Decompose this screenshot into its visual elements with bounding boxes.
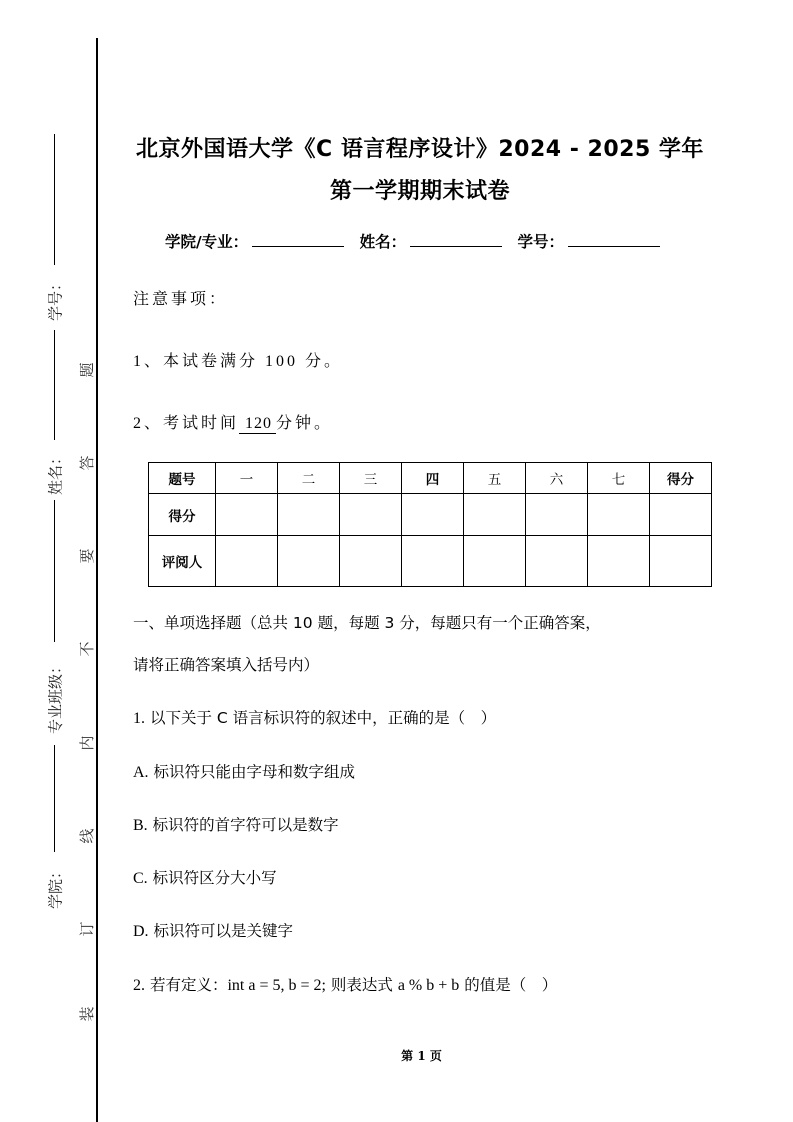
note-item-2-prefix: 2、考试时间 (133, 415, 240, 432)
section1-heading-line2: 请将正确答案填入括号内） (133, 656, 320, 674)
question-number: 1. (133, 710, 145, 727)
seal-char: 要 (78, 548, 96, 564)
score-table-header-row (149, 463, 712, 494)
option-c[interactable] (133, 866, 277, 888)
question-expression: a % b + b (397, 977, 460, 994)
option-text: 标识符的首字符可以是数字 (152, 816, 339, 834)
major-class-line (54, 745, 55, 852)
question-2 (133, 973, 557, 995)
header-cell: 七 (588, 463, 650, 494)
seal-char: 装 (78, 1006, 96, 1022)
table-row (149, 494, 712, 536)
question-code: int a = 5, b = 2; (227, 977, 326, 994)
header-cell: 六 (526, 463, 588, 494)
option-text: 标识符可以是关键字 (153, 922, 294, 940)
question-text-mid: 则表达式 (330, 976, 393, 994)
section1-heading-line1: 一、单项选择题（总共 10 题，每题 3 分，每题只有一个正确答案， (133, 614, 601, 632)
notes-heading: 注意事项： (133, 291, 229, 308)
question-text-suffix: 的值是（ ） (464, 976, 558, 994)
score-cell[interactable] (464, 494, 526, 536)
option-a[interactable] (133, 760, 355, 782)
note-item-2-suffix: 分钟。 (276, 415, 334, 432)
option-letter: C. (133, 870, 148, 887)
option-letter: D. (133, 923, 149, 940)
score-cell[interactable] (588, 494, 650, 536)
name-line (54, 500, 55, 642)
row-label: 得分 (149, 494, 216, 536)
grader-cell[interactable] (464, 536, 526, 587)
seal-char: 内 (78, 735, 96, 751)
table-row (149, 536, 712, 587)
score-cell[interactable] (278, 494, 340, 536)
question-number: 2. (133, 977, 145, 994)
note-item-2 (133, 410, 333, 434)
major-class-label: 专业班级： (46, 659, 65, 735)
option-letter: B. (133, 817, 148, 834)
grader-cell[interactable] (402, 536, 464, 587)
score-cell[interactable] (526, 494, 588, 536)
seal-char: 答 (78, 455, 96, 471)
header-cell: 四 (402, 463, 464, 494)
score-cell[interactable] (650, 494, 712, 536)
grader-cell[interactable] (650, 536, 712, 587)
college-label: 学院： (46, 864, 65, 910)
seal-char: 线 (78, 828, 96, 844)
seal-char: 题 (78, 362, 96, 378)
exam-title-line2: 第一学期期末试卷 (329, 179, 510, 204)
option-d[interactable] (133, 919, 293, 941)
grader-cell[interactable] (588, 536, 650, 587)
grader-cell[interactable] (278, 536, 340, 587)
exam-title-line1: 北京外国语大学《C 语言程序设计》2024 - 2025 学年 (136, 137, 704, 162)
grader-cell[interactable] (526, 536, 588, 587)
student-id-line-lower (54, 330, 55, 440)
page-number: 第 1 页 (401, 1049, 442, 1063)
header-cell: 得分 (650, 463, 712, 494)
exam-duration-value: 120 (239, 415, 276, 434)
info-label-name: 姓名： (359, 233, 407, 251)
info-label-student-id: 学号： (517, 233, 565, 251)
seal-char: 不 (78, 641, 96, 657)
student-info-row (165, 230, 670, 252)
header-cell: 题号 (149, 463, 216, 494)
student-id-line-upper (54, 134, 55, 265)
college-major-field[interactable] (252, 232, 344, 247)
header-cell: 三 (340, 463, 402, 494)
score-table (148, 462, 712, 587)
row-label: 评阅人 (149, 536, 216, 587)
option-text: 标识符区分大小写 (152, 869, 277, 887)
question-text-prefix: 若有定义： (149, 976, 228, 994)
name-label: 姓名： (46, 450, 65, 496)
option-b[interactable] (133, 813, 339, 835)
score-cell[interactable] (402, 494, 464, 536)
score-cell[interactable] (216, 494, 278, 536)
name-field[interactable] (410, 232, 502, 247)
header-cell: 一 (216, 463, 278, 494)
header-cell: 五 (464, 463, 526, 494)
binding-line (96, 38, 98, 1122)
grader-cell[interactable] (340, 536, 402, 587)
question-text: 以下关于 C 语言标识符的叙述中，正确的是（ ） (149, 709, 497, 727)
option-letter: A. (133, 764, 149, 781)
score-cell[interactable] (340, 494, 402, 536)
question-1 (133, 706, 496, 728)
info-label-college-major: 学院/专业： (165, 233, 249, 251)
seal-char: 订 (78, 921, 96, 937)
option-text: 标识符只能由字母和数字组成 (153, 763, 356, 781)
grader-cell[interactable] (216, 536, 278, 587)
note-item-1: 1、本试卷满分 100 分。 (133, 353, 344, 370)
header-cell: 二 (278, 463, 340, 494)
student-id-label: 学号： (46, 276, 65, 322)
student-id-field[interactable] (568, 232, 660, 247)
